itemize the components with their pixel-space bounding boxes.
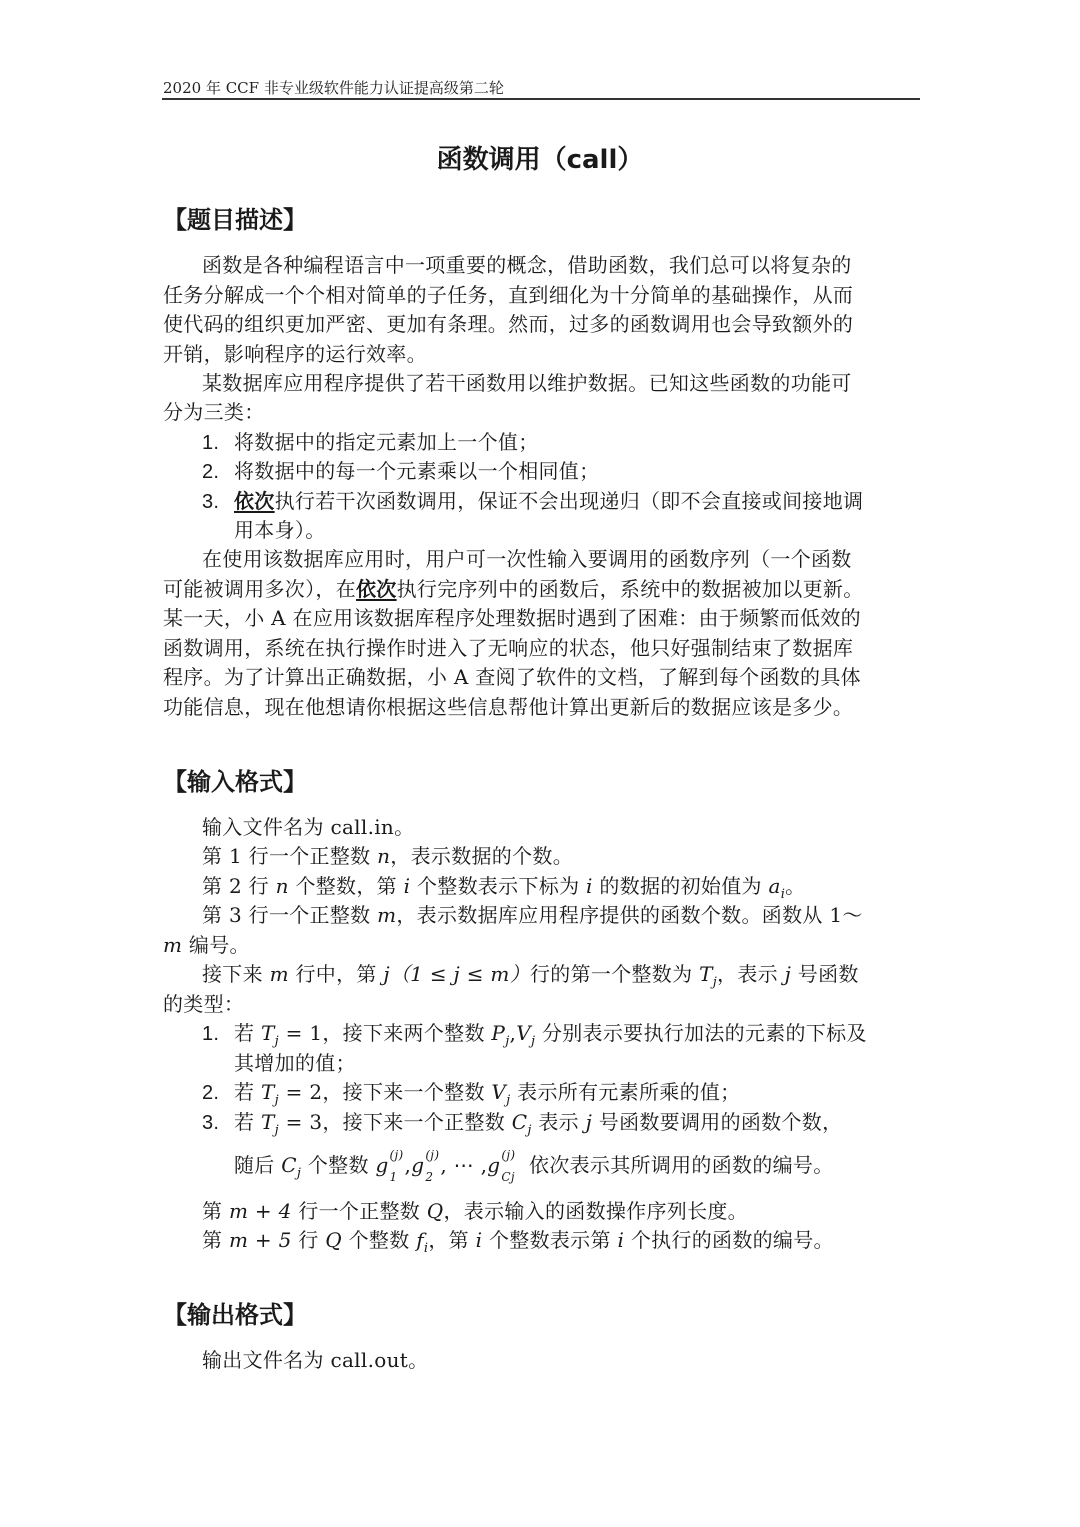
input-list-item-1: 1. 若 $T_j = 1$，接下来两个整数 $P_j,V_j$ 分别表示要执行加法的元素的下标及 <box>202 1021 867 1049</box>
math-expr: m + 4 <box>228 1199 292 1223</box>
description-p3-line6: 功能信息，现在他想请你根据这些信息帮他计算出更新后的数据应该是多少。 <box>163 695 854 719</box>
input-filename-line: 输入文件名为 call.in。 <box>202 815 415 839</box>
math-var: i <box>586 874 593 898</box>
description-p1-line3: 使代码的组织更加严密、更加有条理。然而，过多的函数调用也会导致额外的 <box>163 312 854 336</box>
input-list-item-2: 2. 若 $T_j = 2$，接下来一个整数 $V_j$ 表示所有元素所乘的值； <box>202 1080 741 1108</box>
list-number: 2. <box>202 461 220 483</box>
list-number: 1. <box>202 1023 220 1045</box>
description-p2-line2: 分为三类： <box>163 400 265 424</box>
math-gc: g <box>487 1153 501 1177</box>
math-g1-scripts: (j) 1 <box>389 1148 404 1184</box>
input-list-item-3-cont: 随后 $C_j$ 个整数 g (j) 1 ,g (j) 2 , ⋯ ,g (j) Cj 依次表示其所调用的函数的编号。 <box>234 1148 834 1184</box>
output-filename-line: 输出文件名为 call.out。 <box>202 1348 429 1372</box>
math-expr: m + 5 <box>228 1228 292 1252</box>
section-heading-output: 【输出格式】 <box>163 1301 307 1329</box>
description-p1-line1: 函数是各种编程语言中一项重要的概念，借助函数，我们总可以将复杂的 <box>202 253 852 277</box>
list-text: 将数据中的指定元素加上一个值； <box>234 430 539 454</box>
input-line-f: 第 m + 5 行 Q 个整数 $f_i$，第 i 个整数表示第 i 个执行的函数的编号。 <box>202 1228 834 1256</box>
emphasis-text: 依次 <box>356 577 397 601</box>
input-line-a: 第 2 行 n 个整数，第 i 个整数表示下标为 i 的数据的初始值为 $a_i$。 <box>202 874 806 902</box>
description-p3-line1: 在使用该数据库应用时，用户可一次性输入要调用的函数序列（一个函数 <box>202 547 852 571</box>
running-header: 2020 年 CCF 非专业级软件能力认证提高级第二轮 <box>163 79 504 97</box>
description-list-item-2 <box>202 456 599 487</box>
math-var: Q <box>325 1228 342 1252</box>
math-var: T <box>699 962 713 986</box>
description-p1-line4: 开销，影响程序的运行效率。 <box>163 342 427 366</box>
math-g2: g <box>411 1153 425 1177</box>
problem-title: 函数调用（call） <box>436 145 644 175</box>
math-var: n <box>377 844 391 868</box>
input-line-m-cont: m 编号。 <box>163 933 250 957</box>
math-gc-scripts: (j) Cj <box>501 1148 516 1184</box>
header-rule <box>162 98 920 100</box>
description-list-item-3-cont: 用本身）。 <box>234 518 326 542</box>
input-line-functions-cont: 的类型： <box>163 992 245 1016</box>
math-g1: g <box>375 1153 389 1177</box>
description-list-item-1 <box>202 427 539 458</box>
list-number: 1. <box>202 432 220 454</box>
math-g2-scripts: (j) 2 <box>425 1148 440 1184</box>
math-var: a <box>768 874 781 898</box>
math-var: i <box>403 874 411 898</box>
math-condition: （1 ≤ j ≤ m） <box>389 962 530 986</box>
math-var: j <box>383 962 390 986</box>
math-var: Q <box>426 1199 444 1223</box>
math-var: j <box>784 962 792 986</box>
list-text: 将数据中的每一个元素乘以一个相同值； <box>234 459 600 483</box>
description-p2-line1: 某数据库应用程序提供了若干函数用以维护数据。已知这些函数的功能可 <box>202 371 852 395</box>
list-text: 执行若干次函数调用，保证不会出现递归（即不会直接或间接地调 <box>274 489 864 513</box>
list-number: 2. <box>202 1082 220 1104</box>
emphasis-text: 依次 <box>234 489 275 513</box>
math-subscript: i <box>780 887 786 902</box>
math-var: f <box>416 1228 424 1252</box>
math-range: 1～ <box>829 903 863 927</box>
section-heading-input: 【输入格式】 <box>163 768 307 796</box>
input-list-item-3: 3. 若 $T_j = 3$，接下来一个正整数 $C_j$ 表示 j 号函数要调用的函数个数， <box>202 1110 843 1138</box>
math-var: m <box>163 933 183 957</box>
input-list-item-1-cont: 其增加的值； <box>234 1051 356 1075</box>
description-p3-line2: 可能被调用多次），在依次执行完序列中的函数后，系统中的数据被加以更新。 <box>163 577 864 601</box>
math-var: n <box>275 874 289 898</box>
description-p3-line5: 程序。为了计算出正确数据，小 A 查阅了软件的文档，了解到每个函数的具体 <box>163 665 861 689</box>
description-list-item-3 <box>202 486 863 517</box>
input-line-n: 第 1 行一个正整数 n，表示数据的个数。 <box>202 844 573 868</box>
input-line-m: 第 3 行一个正整数 m，表示数据库应用程序提供的函数个数。函数从 1～ <box>202 903 863 927</box>
math-var: m <box>269 962 289 986</box>
math-var: m <box>377 903 397 927</box>
input-line-functions: 接下来 m 行中，第 j（1 ≤ j ≤ m）行的第一个整数为 $T_j$，表示 j 号函数 <box>202 962 859 990</box>
input-line-q: 第 m + 4 行一个正整数 Q，表示输入的函数操作序列长度。 <box>202 1199 748 1223</box>
list-number: 3. <box>202 1112 220 1134</box>
description-p3-line4: 函数调用，系统在执行操作时进入了无响应的状态，他只好强制结束了数据库 <box>163 636 854 660</box>
math-subscript: j <box>712 975 718 990</box>
list-number: 3. <box>202 491 220 513</box>
description-p1-line2: 任务分解成一个个相对简单的子任务，直到细化为十分简单的基础操作，从而 <box>163 283 854 307</box>
section-heading-description: 【题目描述】 <box>163 206 307 234</box>
description-p3-line3: 某一天，小 A 在应用该数据库程序处理数据时遇到了困难：由于频繁而低效的 <box>163 606 861 630</box>
